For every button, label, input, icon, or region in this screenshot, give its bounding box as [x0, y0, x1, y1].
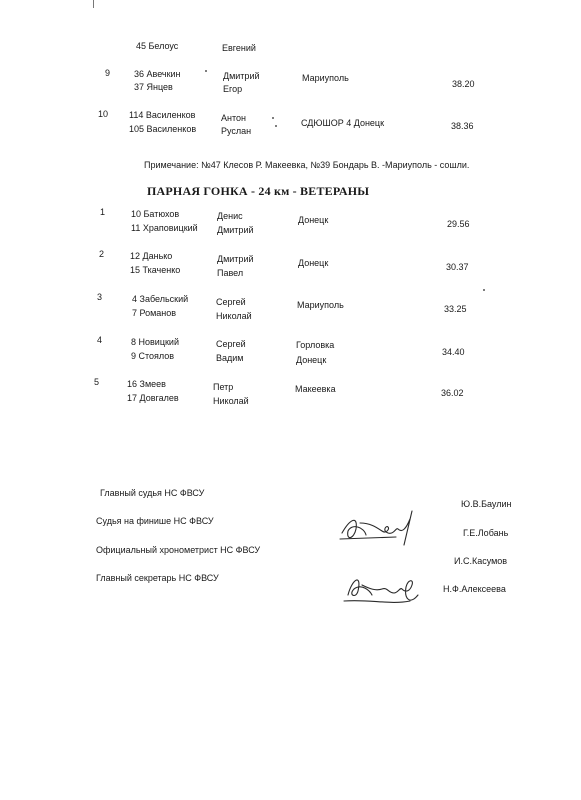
athlete: 11 Храповицкий: [131, 223, 198, 233]
scan-speck: [275, 125, 277, 127]
athlete-first-name: Вадим: [216, 353, 244, 363]
athlete: 4 Забельский: [132, 294, 189, 304]
athlete-first-name: Антон: [221, 113, 246, 123]
athlete: 7 Романов: [132, 308, 177, 318]
athlete: 45 Белоус: [136, 41, 179, 51]
athlete: 10 Батюхов: [131, 209, 180, 219]
club: Донецк: [296, 355, 327, 365]
athlete-first-name: Николай: [216, 311, 252, 321]
club: Макеевка: [295, 384, 336, 394]
club: Донецк: [298, 258, 329, 268]
finish-time: 29.56: [447, 219, 470, 229]
club: Мариуполь: [302, 73, 349, 83]
place: 9: [105, 68, 111, 78]
official-name: Н.Ф.Алексеева: [443, 584, 506, 594]
athlete: 9 Стоялов: [131, 351, 175, 361]
athlete: 37 Янцев: [134, 82, 173, 92]
official-name: И.С.Касумов: [454, 556, 508, 566]
athlete: 105 Василенков: [129, 124, 197, 134]
scan-speck: [483, 289, 485, 291]
place: 1: [100, 207, 106, 217]
place: 10: [98, 109, 109, 119]
athlete: 12 Данько: [130, 251, 173, 261]
athlete-first-name: Павел: [217, 268, 244, 278]
official-name: Ю.В.Баулин: [461, 499, 512, 509]
club: СДЮШОР 4 Донецк: [301, 118, 385, 128]
handwritten-signature: [336, 505, 426, 549]
athlete-first-name: Денис: [217, 211, 243, 221]
athlete-first-name: Егор: [223, 84, 243, 94]
section-heading: ПАРНАЯ ГОНКА - 24 км - ВЕТЕРАНЫ: [147, 184, 370, 198]
athlete-first-name: Сергей: [216, 339, 246, 349]
official-role: Судья на финише НС ФВСУ: [96, 516, 214, 526]
athlete-first-name: Николай: [213, 396, 249, 406]
athlete: 17 Довгалев: [127, 393, 179, 403]
athlete-first-name: Дмитрий: [223, 71, 260, 81]
athlete: 8 Новицкий: [131, 337, 179, 347]
athlete: 36 Авечкин: [134, 69, 181, 79]
athlete-first-name: Дмитрий: [217, 254, 254, 264]
official-role: Главный секретарь НС ФВСУ: [96, 573, 219, 583]
athlete-first-name: Евгений: [222, 43, 256, 53]
athlete: 15 Ткаченко: [130, 265, 181, 275]
handwritten-signature: [340, 565, 430, 609]
fold-mark: [93, 0, 94, 8]
finish-time: 38.20: [452, 79, 475, 89]
club: Донецк: [298, 215, 329, 225]
place: 2: [99, 249, 105, 259]
club: Мариуполь: [297, 300, 344, 310]
athlete: 16 Змеев: [127, 379, 166, 389]
finish-time: 36.02: [441, 388, 464, 398]
athlete-first-name: Руслан: [221, 126, 252, 136]
athlete-first-name: Дмитрий: [217, 225, 254, 235]
official-role: Главный судья НС ФВСУ: [100, 488, 205, 498]
finish-time: 38.36: [451, 121, 474, 131]
place: 5: [94, 377, 100, 387]
withdrawal-note: Примечание: №47 Клесов Р. Макеевка, №39 Бондарь В. -Мариуполь - сошли.: [144, 160, 470, 170]
official-role: Официальный хронометрист НС ФВСУ: [96, 545, 261, 555]
athlete-first-name: Петр: [213, 382, 234, 392]
finish-time: 33.25: [444, 304, 467, 314]
finish-time: 34.40: [442, 347, 465, 357]
finish-time: 30.37: [446, 262, 469, 272]
official-name: Г.Е.Лобань: [463, 528, 509, 538]
scan-speck: [272, 117, 274, 119]
place: 3: [97, 292, 103, 302]
club: Горловка: [296, 340, 335, 350]
place: 4: [97, 335, 103, 345]
athlete-first-name: Сергей: [216, 297, 246, 307]
athlete: 114 Василенков: [129, 110, 196, 120]
scan-speck: [205, 70, 207, 72]
